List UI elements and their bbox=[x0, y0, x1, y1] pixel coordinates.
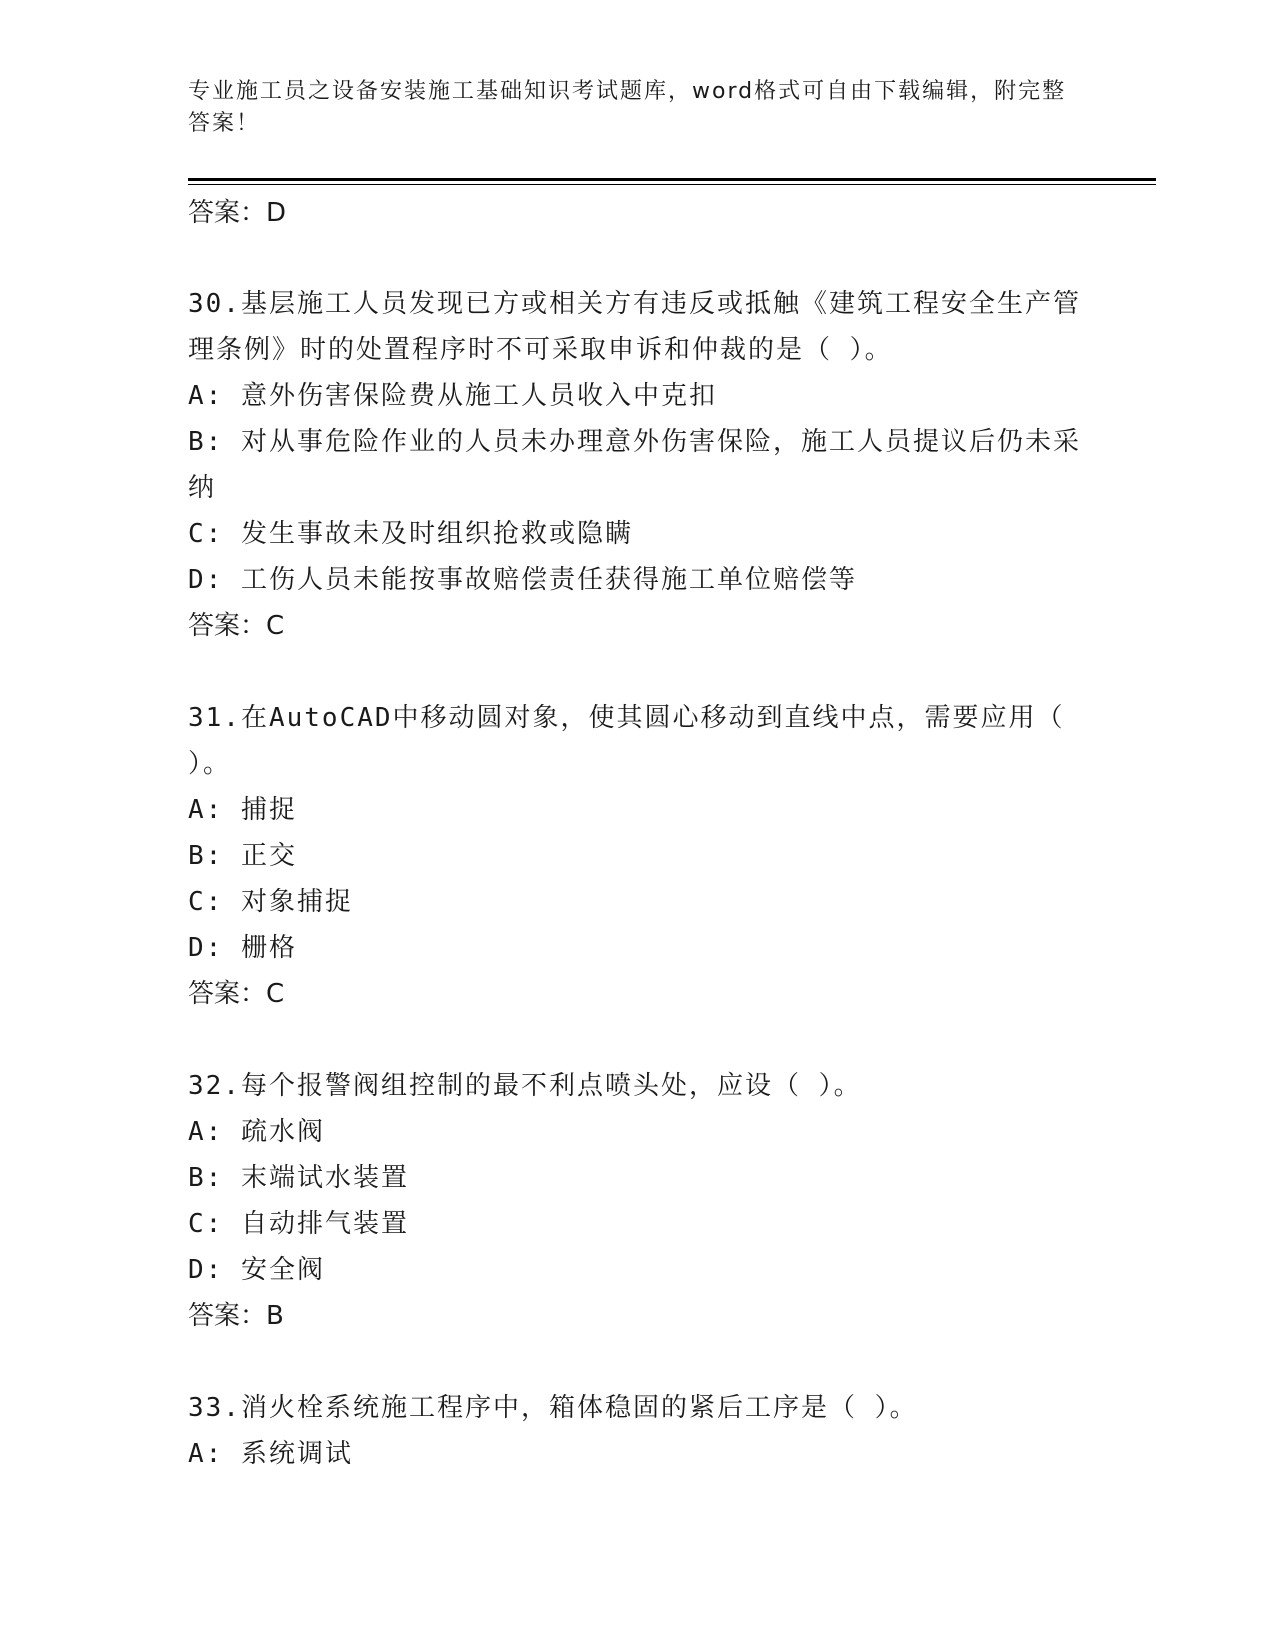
option-b: B: 正交 bbox=[188, 841, 297, 871]
question-31 bbox=[188, 695, 1088, 1017]
answer: 答案：C bbox=[188, 979, 285, 1009]
option-c: C: 自动排气装置 bbox=[188, 1209, 409, 1239]
question-text: 32.每个报警阀组控制的最不利点喷头处，应设（ ）。 bbox=[188, 1071, 862, 1101]
option-a: A: 疏水阀 bbox=[188, 1117, 325, 1147]
option-b: B: 末端试水装置 bbox=[188, 1163, 409, 1193]
option-b: B: 对从事危险作业的人员未办理意外伤害保险，施工人员提议后仍未采纳 bbox=[188, 427, 1081, 503]
option-c: C: 对象捕捉 bbox=[188, 887, 353, 917]
question-list bbox=[188, 281, 1088, 1523]
question-30 bbox=[188, 281, 1088, 649]
header-rule-thick bbox=[188, 178, 1156, 181]
option-d: D: 工伤人员未能按事故赔偿责任获得施工单位赔偿等 bbox=[188, 565, 857, 595]
question-text: 33.消火栓系统施工程序中，箱体稳固的紧后工序是（ ）。 bbox=[188, 1393, 918, 1423]
header-rule-thin bbox=[188, 184, 1156, 185]
option-a: A: 捕捉 bbox=[188, 795, 297, 825]
option-d: D: 安全阀 bbox=[188, 1255, 325, 1285]
question-text: 31.在AutoCAD中移动圆对象，使其圆心移动到直线中点，需要应用（ ）。 bbox=[188, 703, 1065, 779]
option-d: D: 栅格 bbox=[188, 933, 297, 963]
answer-previous: 答案：D bbox=[188, 198, 287, 228]
document-header: 专业施工员之设备安装施工基础知识考试题库，word格式可自由下载编辑，附完整答案！ bbox=[188, 79, 1067, 136]
option-c: C: 发生事故未及时组织抢救或隐瞒 bbox=[188, 519, 633, 549]
option-a: A: 系统调试 bbox=[188, 1439, 353, 1469]
answer: 答案：C bbox=[188, 611, 285, 641]
option-a: A: 意外伤害保险费从施工人员收入中克扣 bbox=[188, 381, 717, 411]
question-text: 30.基层施工人员发现已方或相关方有违反或抵触《建筑工程安全生产管理条例》时的处置程序时不可采取申诉和仲裁的是（ ）。 bbox=[188, 289, 1081, 365]
question-33 bbox=[188, 1385, 1088, 1477]
answer: 答案：B bbox=[188, 1301, 284, 1331]
question-32 bbox=[188, 1063, 1088, 1339]
